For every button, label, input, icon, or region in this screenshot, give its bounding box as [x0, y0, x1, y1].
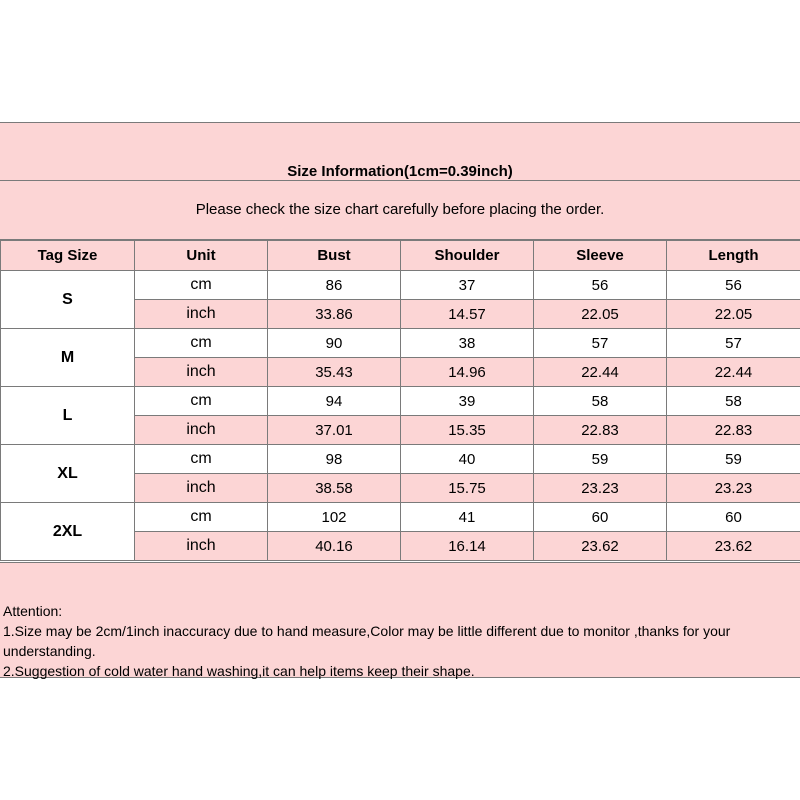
length-cell: 23.23	[667, 474, 800, 503]
bust-cell: 102	[268, 503, 401, 532]
shoulder-cell: 14.57	[401, 300, 534, 329]
tag-size-cell: M	[1, 329, 135, 387]
header-unit: Unit	[135, 241, 268, 271]
unit-cell: inch	[135, 358, 268, 387]
size-table	[0, 240, 800, 561]
unit-cell: cm	[135, 329, 268, 358]
header-length: Length	[667, 241, 800, 271]
shoulder-cell: 15.75	[401, 474, 534, 503]
length-cell: 56	[667, 271, 800, 300]
bust-cell: 94	[268, 387, 401, 416]
header-tag-size: Tag Size	[1, 241, 135, 271]
table-row	[1, 329, 800, 358]
length-cell: 58	[667, 387, 800, 416]
tag-size-cell: 2XL	[1, 503, 135, 561]
table-row	[1, 445, 800, 474]
unit-cell: cm	[135, 503, 268, 532]
shoulder-cell: 15.35	[401, 416, 534, 445]
attention-notes	[3, 601, 793, 681]
length-cell: 22.83	[667, 416, 800, 445]
shoulder-cell: 14.96	[401, 358, 534, 387]
sleeve-cell: 22.44	[534, 358, 667, 387]
unit-cell: cm	[135, 387, 268, 416]
bust-cell: 40.16	[268, 532, 401, 561]
table-row	[1, 271, 800, 300]
chart-title: Size Information(1cm=0.39inch)	[287, 163, 513, 180]
bust-cell: 98	[268, 445, 401, 474]
unit-cell: cm	[135, 445, 268, 474]
bust-cell: 86	[268, 271, 401, 300]
bust-cell: 35.43	[268, 358, 401, 387]
bust-cell: 33.86	[268, 300, 401, 329]
unit-cell: cm	[135, 271, 268, 300]
sleeve-cell: 23.62	[534, 532, 667, 561]
length-cell: 59	[667, 445, 800, 474]
unit-cell: inch	[135, 300, 268, 329]
attention-note-2: 2.Suggestion of cold water hand washing,it can help items keep their shape.	[3, 663, 475, 679]
header-shoulder: Shoulder	[401, 241, 534, 271]
header-row	[1, 241, 800, 271]
shoulder-cell: 39	[401, 387, 534, 416]
tag-size-cell: L	[1, 387, 135, 445]
unit-cell: inch	[135, 416, 268, 445]
length-cell: 22.05	[667, 300, 800, 329]
tag-size-cell: XL	[1, 445, 135, 503]
header-bust: Bust	[268, 241, 401, 271]
sleeve-cell: 56	[534, 271, 667, 300]
bust-cell: 90	[268, 329, 401, 358]
size-chart	[0, 122, 800, 678]
shoulder-cell: 38	[401, 329, 534, 358]
unit-cell: inch	[135, 474, 268, 503]
table-row	[1, 503, 800, 532]
attention-band	[0, 562, 800, 678]
shoulder-cell: 41	[401, 503, 534, 532]
notice-band	[0, 181, 800, 240]
sleeve-cell: 22.05	[534, 300, 667, 329]
unit-cell: inch	[135, 532, 268, 561]
bust-cell: 37.01	[268, 416, 401, 445]
sleeve-cell: 22.83	[534, 416, 667, 445]
order-notice: Please check the size chart carefully before placing the order.	[195, 201, 605, 218]
shoulder-cell: 40	[401, 445, 534, 474]
sleeve-cell: 58	[534, 387, 667, 416]
length-cell: 22.44	[667, 358, 800, 387]
length-cell: 60	[667, 503, 800, 532]
shoulder-cell: 37	[401, 271, 534, 300]
sleeve-cell: 60	[534, 503, 667, 532]
sleeve-cell: 59	[534, 445, 667, 474]
header-sleeve: Sleeve	[534, 241, 667, 271]
shoulder-cell: 16.14	[401, 532, 534, 561]
attention-note-1: 1.Size may be 2cm/1inch inaccuracy due to hand measure,Color may be little different due to monitor ,thanks for your understanding.	[3, 623, 731, 659]
sleeve-cell: 57	[534, 329, 667, 358]
bust-cell: 38.58	[268, 474, 401, 503]
table-row	[1, 387, 800, 416]
length-cell: 23.62	[667, 532, 800, 561]
length-cell: 57	[667, 329, 800, 358]
attention-heading: Attention:	[3, 603, 63, 619]
tag-size-cell: S	[1, 271, 135, 329]
title-band	[0, 122, 800, 181]
sleeve-cell: 23.23	[534, 474, 667, 503]
